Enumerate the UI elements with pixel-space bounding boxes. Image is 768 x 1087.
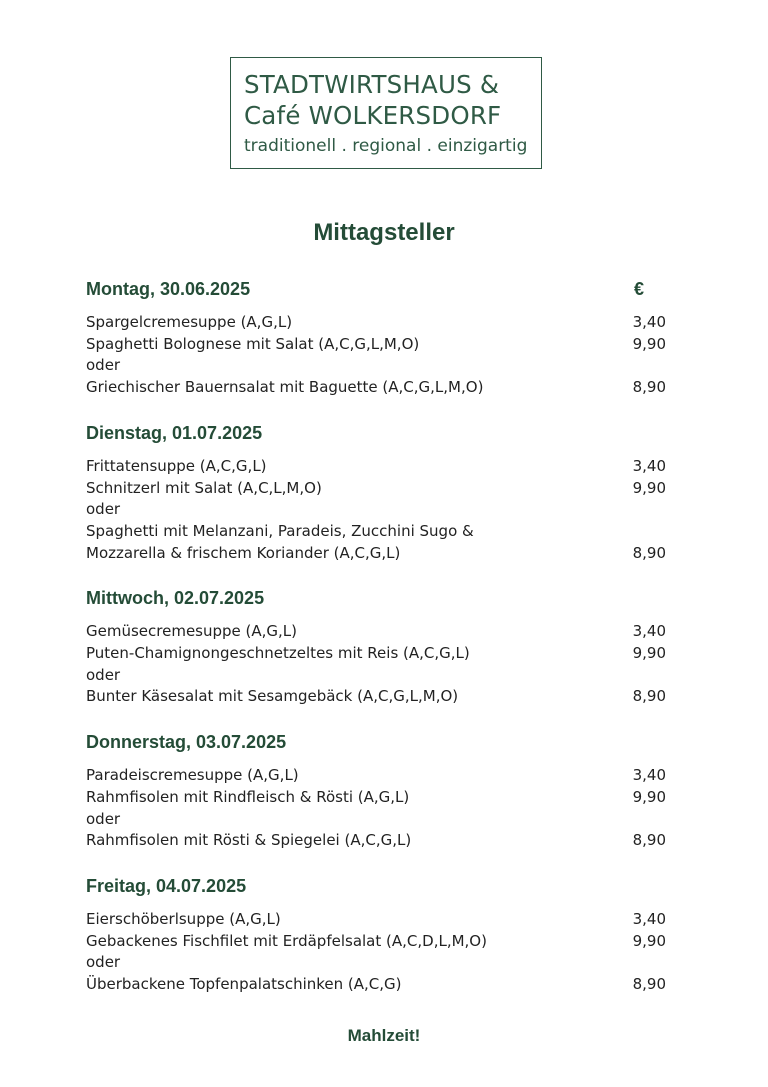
menu-item <box>86 456 666 478</box>
dish-price: 3,40 <box>632 622 666 641</box>
menu-item <box>86 765 666 787</box>
dish-name: Paradeiscremesuppe (A,G,L) <box>86 766 299 785</box>
dish-name: Überbackene Topfenpalatschinken (A,C,G) <box>86 975 402 994</box>
menu-item <box>86 809 666 831</box>
dish-price: 9,90 <box>632 478 666 497</box>
menu-item <box>86 478 666 500</box>
dish-price: 9,90 <box>632 334 666 353</box>
menu-item <box>86 665 666 687</box>
day-heading: Freitag, 04.07.2025 <box>86 875 247 896</box>
dish-name: Bunter Käsesalat mit Sesamgebäck (A,C,G,L,M,O) <box>86 687 459 706</box>
menu-item <box>86 931 666 953</box>
dish-price: 9,90 <box>632 931 666 950</box>
dish-name: Eierschöberlsuppe (A,G,L) <box>86 909 281 928</box>
day-heading-row <box>86 277 666 301</box>
day-heading-row <box>86 874 666 898</box>
dish-price: 3,40 <box>632 766 666 785</box>
dish-name: Rahmfisolen mit Rösti & Spiegelei (A,C,G,L) <box>86 831 412 850</box>
dish-name: Spaghetti mit Melanzani, Paradeis, Zucchini Sugo & Mozzarella & frischem Koriander (A,C,G,L) <box>86 521 474 562</box>
day-section <box>86 874 666 996</box>
logo-tagline: traditionell . regional . einzigartig <box>244 136 528 156</box>
dish-name: Frittatensuppe (A,C,G,L) <box>86 456 267 475</box>
weekly-menu <box>86 277 666 1018</box>
day-section <box>86 586 666 708</box>
day-heading: Mittwoch, 02.07.2025 <box>86 588 265 609</box>
dish-price: 8,90 <box>632 378 666 397</box>
dish-price: 3,40 <box>632 313 666 331</box>
menu-item <box>86 334 666 356</box>
dish-price: 8,90 <box>632 687 666 706</box>
dish-name: oder <box>86 809 121 828</box>
menu-item <box>86 909 666 931</box>
dish-name: Spaghetti Bolognese mit Salat (A,C,G,L,M,O) <box>86 334 420 353</box>
day-heading-row <box>86 730 666 754</box>
dish-price: 3,40 <box>632 456 666 475</box>
dish-name: oder <box>86 500 121 519</box>
day-heading-row <box>86 421 666 445</box>
logo-line-1: STADTWIRTSHAUS & <box>244 70 500 99</box>
dish-name: Schnitzerl mit Salat (A,C,L,M,O) <box>86 478 322 497</box>
dish-name: oder <box>86 356 121 375</box>
logo-line-2: Café WOLKERSDORF <box>244 101 502 130</box>
dish-name: oder <box>86 665 121 684</box>
menu-item <box>86 521 666 564</box>
menu-item <box>86 355 666 377</box>
page-title: Mittagsteller <box>313 219 455 246</box>
dish-name: Griechischer Bauernsalat mit Baguette (A,C,G,L,M,O) <box>86 378 484 397</box>
dish-price: 3,40 <box>632 909 666 928</box>
menu-item <box>86 952 666 974</box>
closing-text: Mahlzeit! <box>347 1026 421 1045</box>
day-heading: Dienstag, 01.07.2025 <box>86 422 263 443</box>
menu-item <box>86 686 666 708</box>
dish-name: oder <box>86 953 121 972</box>
day-heading-row <box>86 586 666 610</box>
menu-item <box>86 499 666 521</box>
dish-price: 8,90 <box>632 543 666 562</box>
day-section <box>86 730 666 852</box>
day-section <box>86 277 666 399</box>
dish-name: Rahmfisolen mit Rindfleisch & Rösti (A,G,L) <box>86 787 410 806</box>
day-heading: Montag, 30.06.2025 <box>86 279 251 299</box>
dish-price: 9,90 <box>632 787 666 806</box>
dish-price: 8,90 <box>632 831 666 850</box>
menu-item <box>86 621 666 643</box>
dish-name: Puten-Chamignongeschnetzeltes mit Reis (A,C,G,L) <box>86 644 470 663</box>
menu-item <box>86 643 666 665</box>
dish-name: Gemüsecremesuppe (A,G,L) <box>86 622 298 641</box>
dish-price: 8,90 <box>632 975 666 994</box>
day-section <box>86 421 666 565</box>
menu-item <box>86 974 666 996</box>
dish-name: Gebackenes Fischfilet mit Erdäpfelsalat (A,C,D,L,M,O) <box>86 931 487 950</box>
menu-item <box>86 830 666 852</box>
currency-label: € <box>634 279 645 299</box>
logo-box <box>230 57 542 169</box>
menu-item <box>86 787 666 809</box>
menu-item <box>86 312 666 334</box>
dish-name: Spargelcremesuppe (A,G,L) <box>86 313 293 331</box>
dish-price: 9,90 <box>632 644 666 663</box>
menu-item <box>86 377 666 399</box>
day-heading: Donnerstag, 03.07.2025 <box>86 732 287 753</box>
